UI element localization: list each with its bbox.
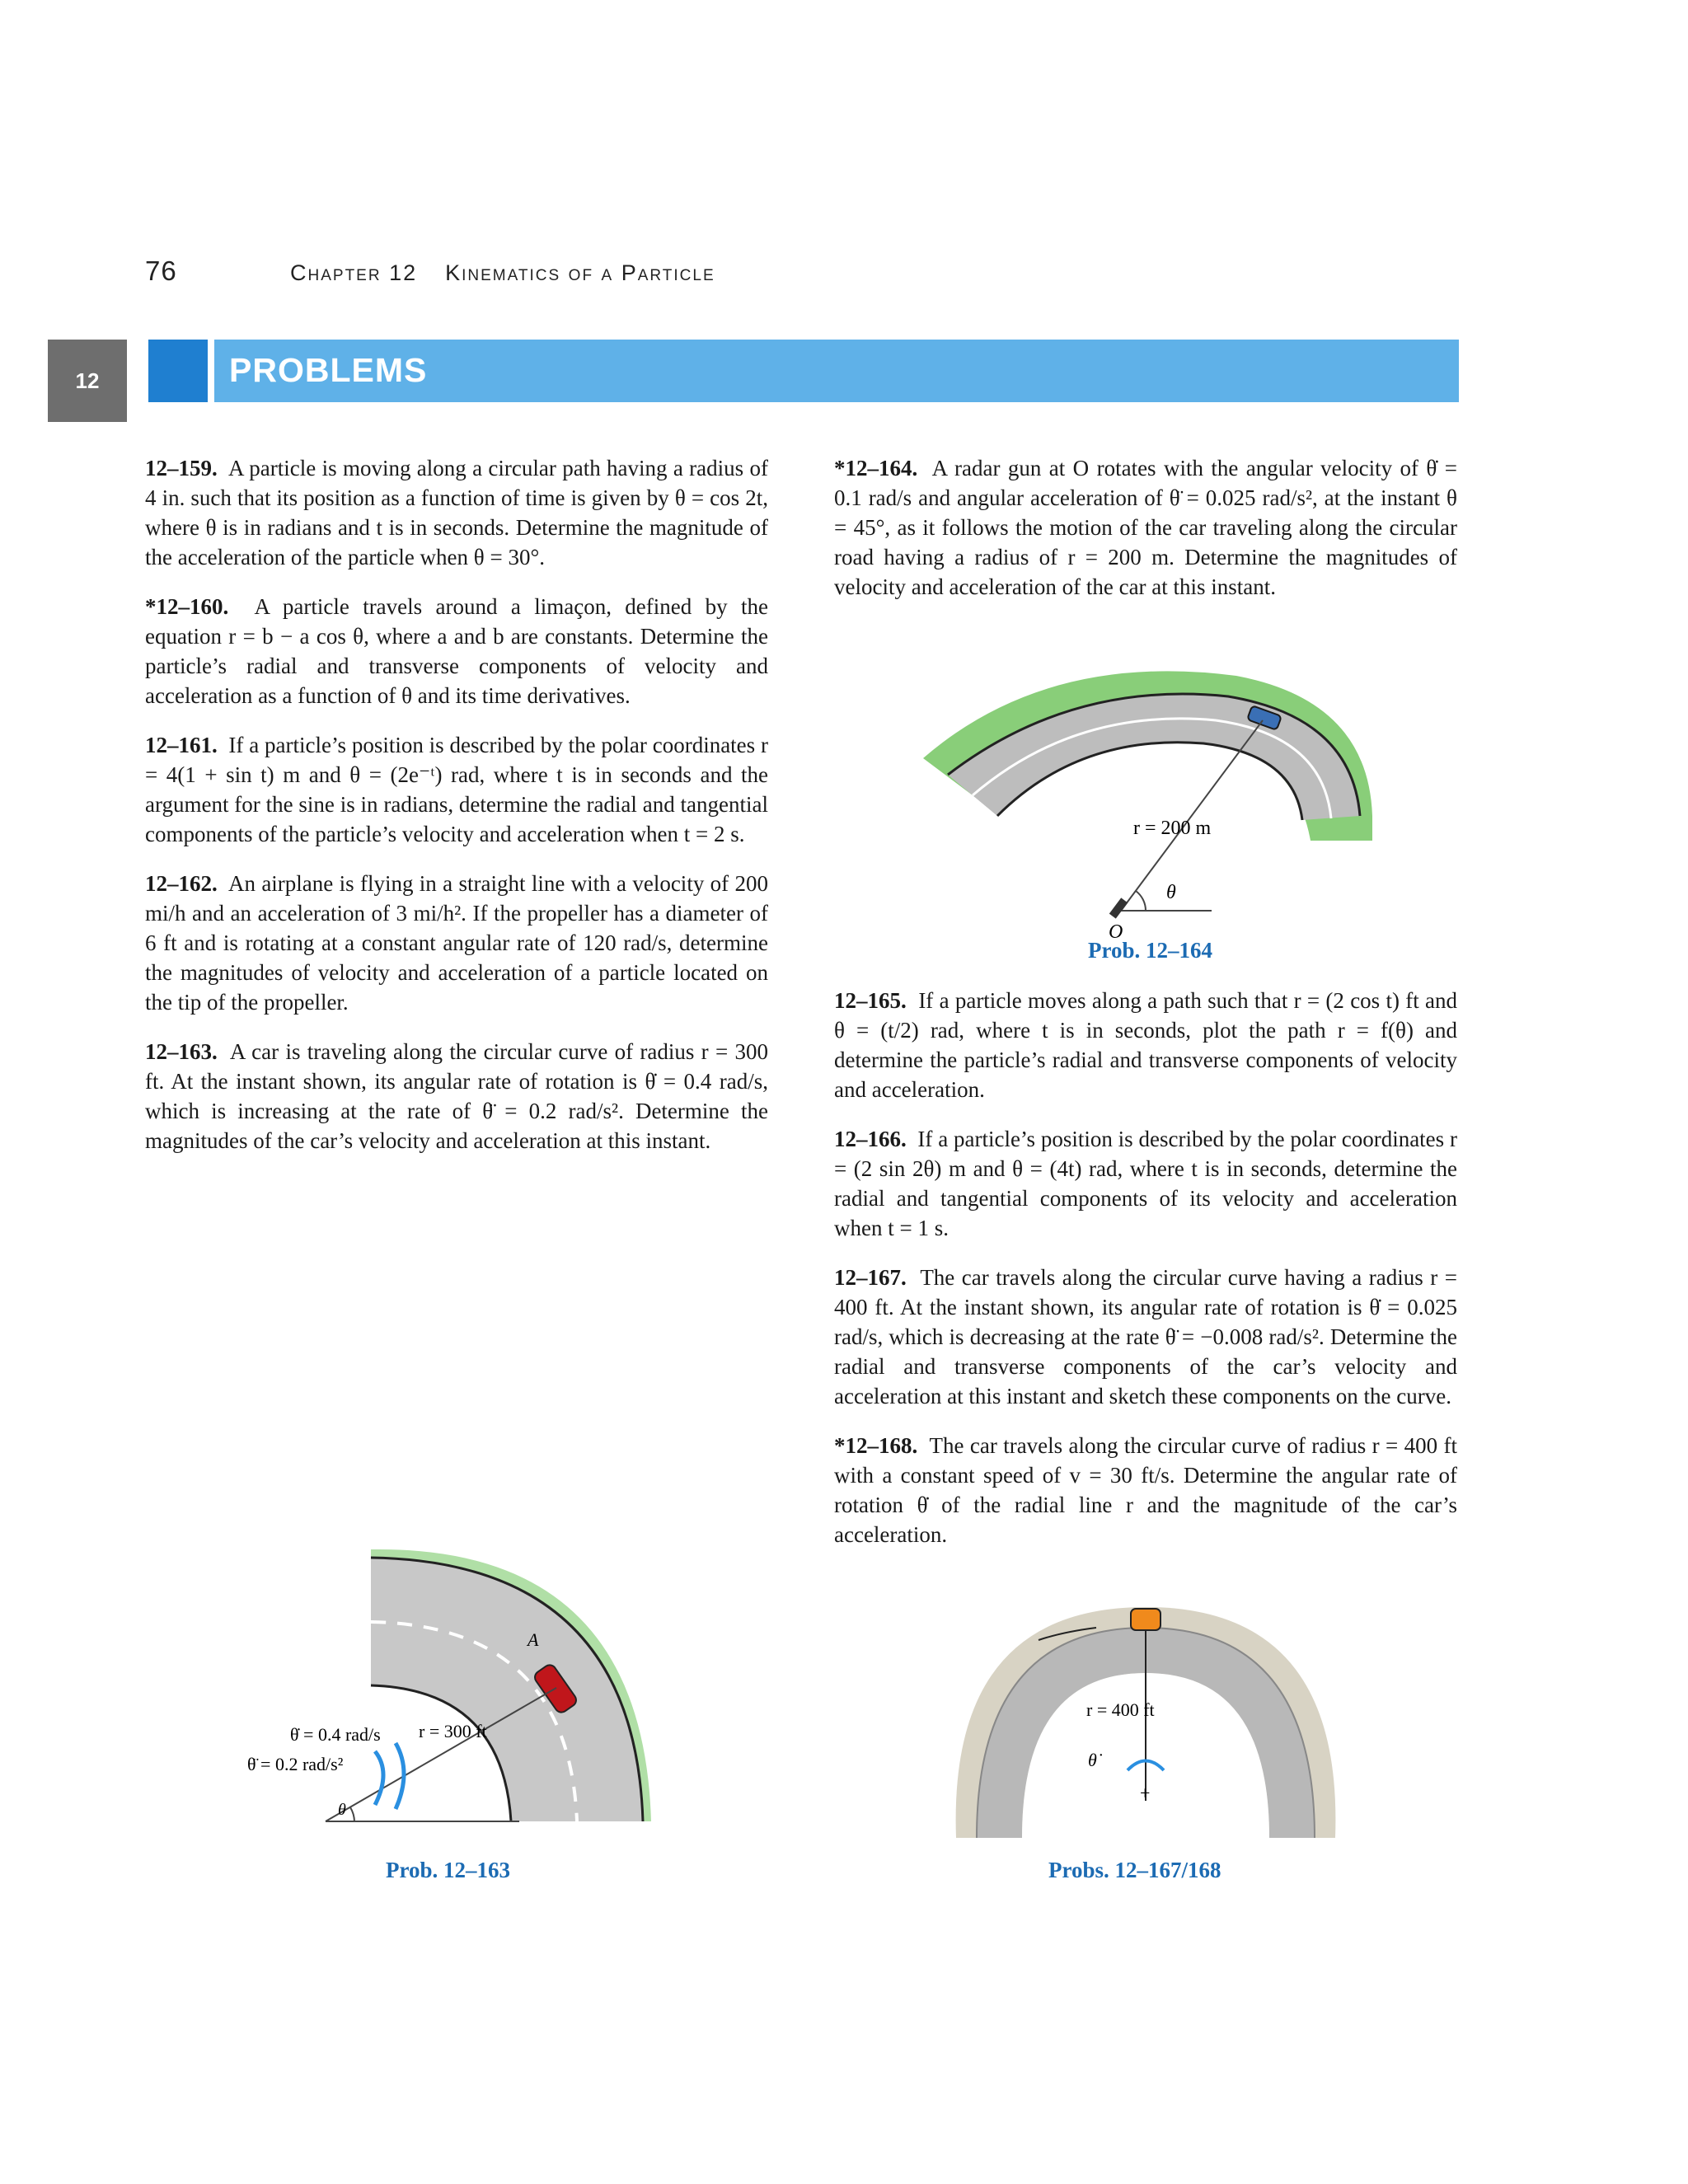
problem-12-165 (834, 986, 1457, 1104)
problem-12-160 (145, 592, 768, 710)
plus-label: + (1140, 1783, 1151, 1803)
problem-12-168 (834, 1431, 1457, 1549)
rate-arrow-1 (375, 1751, 383, 1805)
problem-number: *12–168. (834, 1433, 918, 1458)
r-label: r = 400 ft (1086, 1699, 1155, 1720)
problem-number: 12–162. (145, 871, 218, 896)
problem-number: *12–164. (834, 456, 918, 480)
radar-gun-icon (1109, 898, 1128, 918)
problem-text: If a particle’s position is described by the polar coordinates r = (2 sin 2θ) m and θ = (4t) rad, where t is in seconds, determine the radial and tangential components of its velocity and acceleration when t = 1 s. (834, 1127, 1457, 1240)
problem-text: An airplane is flying in a straight line with a velocity of 200 mi/h and an acceleration of 3 mi/h². If the propeller has a diameter of 6 ft and is rotating at a constant angular rate of 120 rad/s, determine the magnitudes of velocity and acceleration of a particle located on the tip of the propeller. (145, 871, 769, 1015)
problem-text: A particle travels around a limaçon, defined by the equation r = b − a cos θ, where a and b are constants. Determine the particle’s radial and transverse components of velocity and acceleration as a function of θ and its time derivatives. (145, 594, 768, 708)
problem-number: 12–163. (145, 1039, 218, 1064)
theta-arc (1136, 891, 1146, 911)
problem-12-166 (834, 1124, 1457, 1243)
problem-12-163 (145, 1037, 768, 1155)
theta-dot-label: θ̇ (1088, 1750, 1097, 1770)
chapter-tab-label: 12 (75, 368, 100, 393)
problem-number: 12–165. (834, 988, 907, 1013)
problem-number: 12–166. (834, 1127, 907, 1151)
problem-12-167 (834, 1263, 1457, 1411)
figure-12-167-168 (940, 1591, 1352, 1854)
problem-number: 12–167. (834, 1265, 907, 1290)
r-label: r = 200 m (1133, 818, 1212, 839)
figure-12-164 (923, 651, 1385, 940)
rate1-label: θ̇ = 0.4 rad/s (290, 1724, 381, 1745)
point-label: A (528, 1629, 539, 1650)
running-header (145, 255, 1464, 297)
theta-label: θ (1166, 882, 1176, 903)
page-number: 76 (145, 255, 177, 286)
chapter-heading (290, 260, 715, 286)
theta-label: θ (338, 1801, 346, 1819)
theta-arc (350, 1807, 354, 1821)
problem-number: 12–159. (145, 456, 218, 480)
problem-number: *12–160. (145, 594, 229, 619)
problems-banner (214, 340, 1459, 402)
problem-text: A car is traveling along the circular curve of radius r = 300 ft. At the instant shown, its angular rate of rotation is θ̇ = 0.4 rad/s, which is increasing at the rate of θ̈ = 0.2 rad/s². Determine the magnitudes of the car’s velocity and acceleration at this instant. (145, 1039, 769, 1153)
problem-text: A particle is moving along a circular path having a radius of 4 in. such that its position as a function of time is given by θ = cos 2t, where θ is in radians and t is in seconds. Determine the magnitude of the acceleration of the particle when θ = 30°. (145, 456, 768, 569)
banner-title: PROBLEMS (229, 351, 428, 389)
left-column (145, 453, 768, 1175)
problem-text: The car travels along the circular curve having a radius r = 400 ft. At the instant shown, its angular rate of rotation is θ̇ = 0.025 rad/s, which is decreasing at the rate θ̈ = −0.008 rad/s². Determine the radial and transverse components of the car’s velocity and acceleration at this instant and sketch these components on the curve. (834, 1265, 1457, 1408)
problem-12-164 (834, 453, 1457, 602)
caption-12-163: Prob. 12–163 (386, 1858, 511, 1882)
r-label: r = 300 ft (419, 1721, 487, 1741)
problem-number: 12–161. (145, 733, 218, 757)
chapter-tab (48, 340, 127, 422)
banner-square (148, 340, 208, 402)
problem-12-162 (145, 869, 768, 1017)
origin-label: O (1109, 921, 1123, 940)
right-column-top (834, 453, 1457, 621)
chapter-label: Chapter 12 (290, 260, 418, 285)
problem-text: If a particle’s position is described by the polar coordinates r = 4(1 + sin t) m and θ = (2e⁻ᵗ) rad, where t is in seconds and the argument for the sine is in radians, determine the radial and tangential components of the particle’s velocity and acceleration when t = 2 s. (145, 733, 768, 846)
caption-12-167-168: Probs. 12–167/168 (1048, 1858, 1221, 1882)
rate2-label: θ̈ = 0.2 rad/s² (247, 1754, 344, 1774)
problem-text: A radar gun at O rotates with the angular velocity of θ̇ = 0.1 rad/s and angular acceleration of θ̈ = 0.025 rad/s², at the instant θ = 45°, as it follows the motion of the car traveling along the circular road having a radius of r = 200 m. Determine the magnitudes of velocity and acceleration of the car at this instant. (834, 456, 1458, 599)
problem-12-161 (145, 730, 768, 849)
radial-line (1121, 720, 1263, 911)
rate-arrow-2 (396, 1743, 404, 1809)
problem-text: If a particle moves along a path such that r = (2 cos t) ft and θ = (t/2) rad, where t is in seconds, plot the path r = f(θ) and determine the particle’s radial and transverse components of velocity and acceleration. (834, 988, 1457, 1102)
problem-12-159 (145, 453, 768, 572)
chapter-title: Kinematics of a Particle (445, 260, 715, 285)
car-icon (1131, 1609, 1160, 1630)
figure-12-163 (239, 1549, 668, 1846)
right-column-bottom (834, 986, 1457, 1569)
caption-12-164: Prob. 12–164 (1088, 938, 1213, 963)
problem-text: The car travels along the circular curve of radius r = 400 ft with a constant speed of v = 30 ft/s. Determine the angular rate of rotation θ̇ of the radial line r and the magnitude of the car’s acceleration. (834, 1433, 1457, 1547)
